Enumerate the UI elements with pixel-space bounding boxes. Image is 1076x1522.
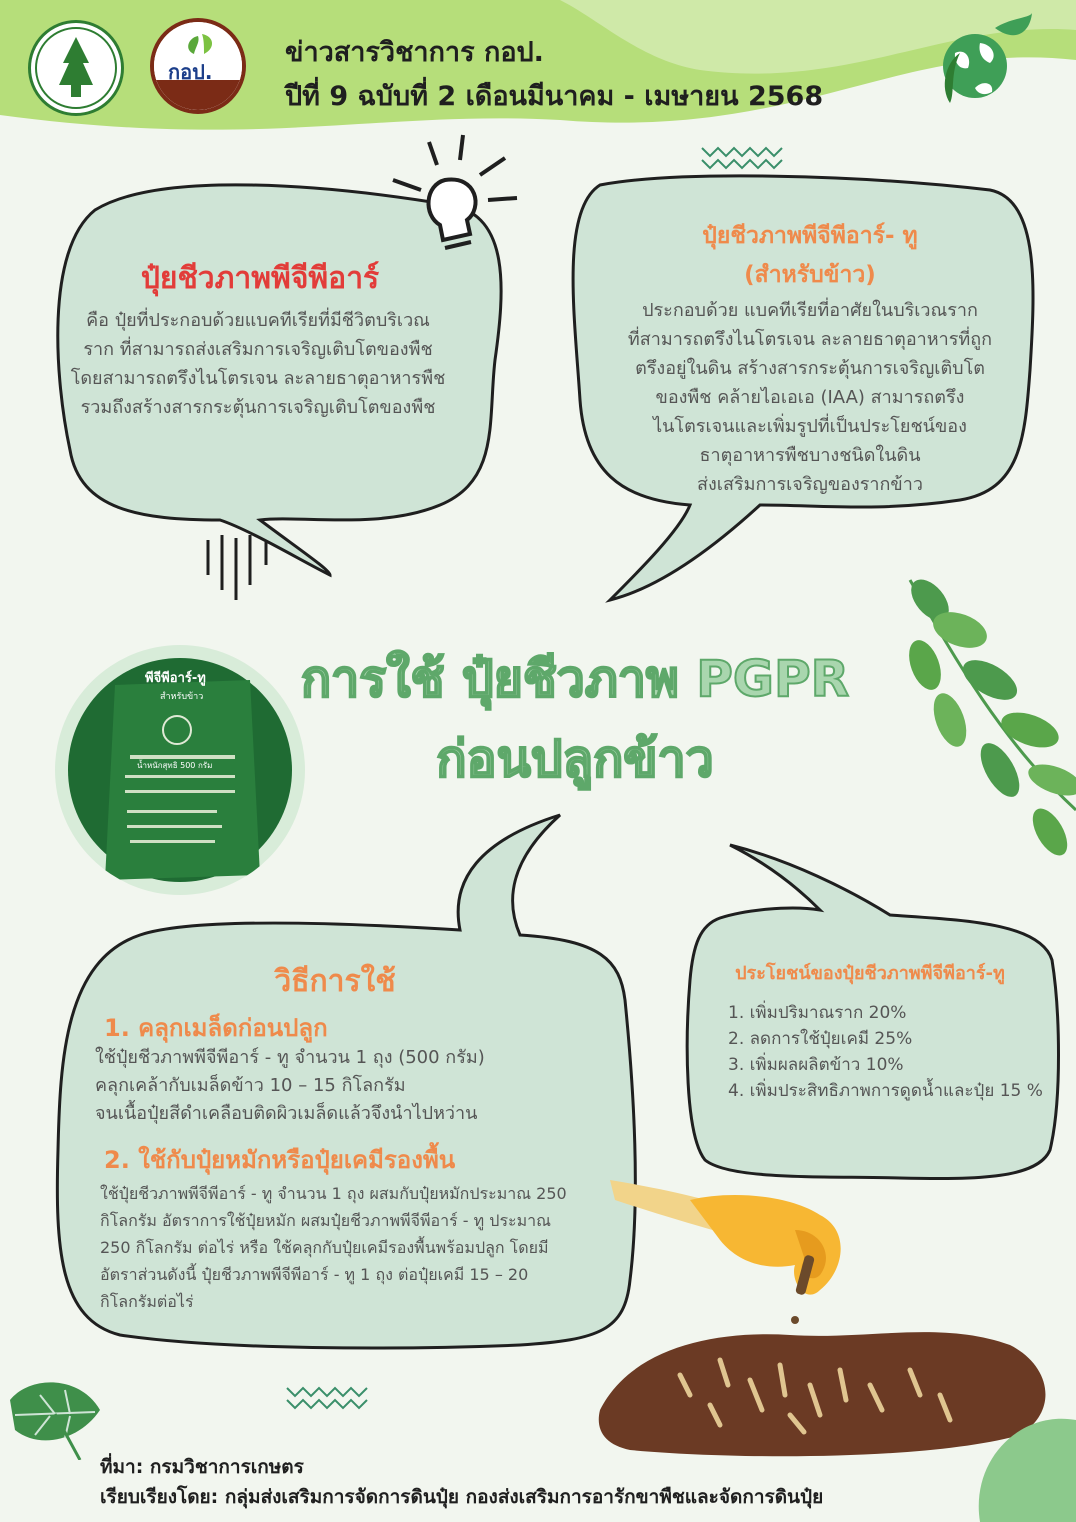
text-line: 250 กิโลกรัม ต่อไร่ หรือ ใช้คลุกกับปุ๋ยเคมีรองพื้นพร้อมปลูก โดยมี (100, 1238, 549, 1257)
text-line: กิโลกรัมต่อไร่ (100, 1292, 194, 1311)
step1-title: 1. คลุกเมล็ดก่อนปลูก (104, 1014, 328, 1042)
lightbulb-icon (385, 130, 525, 270)
pgpr-description (48, 306, 468, 422)
main-subtitle: ก่อนปลูกข้าว (436, 730, 714, 788)
pgpr-title: ปุ๋ยชีวภาพพีจีพีอาร์ (140, 261, 380, 296)
text-line: ไนโตรเจนและเพิ่มรูปที่เป็นประโยชน์ของ (653, 416, 967, 437)
text-line: ประกอบด้วย แบคทีเรียที่อาศัยในบริเวณราก (642, 300, 978, 321)
text-line: กิโลกรัม อัตราการใช้ปุ๋ยหมัก ผสมปุ๋ยชีวภาพพีจีพีอาร์ - ทู ประมาณ (100, 1211, 552, 1230)
list-item: 3. เพิ่มผลผลิตข้าว 10% (728, 1055, 904, 1075)
motion-lines-decoration (200, 530, 290, 610)
text-line: ใช้ปุ๋ยชีวภาพพีจีพีอาร์ - ทู จำนวน 1 ถุง (500 กรัม) (95, 1047, 485, 1068)
text-line: ตรึงอยู่ในดิน สร้างสารกระตุ้นการเจริญเติบโต (635, 358, 985, 379)
usage-title: วิธีการใช้ (274, 964, 396, 999)
text-line: จนเนื้อปุ๋ยสีดำเคลือบติดผิวเมล็ดแล้วจึงนำไปหว่าน (95, 1103, 478, 1124)
source-credit: ที่มา: กรมวิชาการเกษตร (100, 1456, 304, 1478)
text-line: คือ ปุ๋ยที่ประกอบด้วยแบคทีเรียที่มีชีวิตบริเวณ (86, 310, 430, 331)
compiled-by-credit: เรียบเรียงโดย: กลุ่มส่งเสริมการจัดการดินปุ๋ย กองส่งเสริมการอารักขาพืชและจัดการดินปุ๋ย (100, 1486, 824, 1508)
issue-info: ปีที่ 9 ฉบับที่ 2 เดือนมีนาคม - เมษายน 2568 (285, 81, 824, 112)
pgpr2-description (590, 296, 1030, 499)
product-label: พีจีพีอาร์-ทู (145, 671, 206, 686)
text-line: ราก ที่สามารถส่งเสริมการเจริญเติบโตของพืช (83, 339, 433, 360)
monstera-leaf-icon (0, 1370, 110, 1460)
text-line: ธาตุอาหารพืชบางชนิดในดิน (699, 445, 921, 466)
benefits-title: ประโยชน์ของปุ๋ยชีวภาพพีจีพีอาร์-ทู (735, 963, 1005, 984)
benefits-list (728, 1000, 1048, 1104)
leaf-branch-icon (890, 570, 1076, 870)
text-line: อัตราส่วนดังนี้ ปุ๋ยชีวภาพพีจีพีอาร์ - ทู 1 ถุง ต่อปุ๋ยเคมี 15 – 20 (100, 1265, 529, 1284)
text-line: ที่สามารถตรึงไนโตรเจน ละลายธาตุอาหารที่ถูก (627, 329, 993, 350)
logo-text: กอป. (168, 60, 213, 84)
step2-text (100, 1180, 620, 1315)
corner-leaf-decoration (960, 1400, 1076, 1522)
product-photo (55, 645, 305, 895)
text-line: รวมถึงสร้างสารกระตุ้นการเจริญเติบโตของพืช (80, 397, 436, 418)
step2-title: 2. ใช้กับปุ๋ยหมักหรือปุ๋ยเคมีรองพื้น (104, 1146, 456, 1174)
text-line: คลุกเคล้ากับเมล็ดข้าว 10 – 15 กิโลกรัม (95, 1075, 406, 1096)
pgpr2-title: ปุ๋ยชีวภาพพีจีพีอาร์- ทู (702, 223, 918, 249)
text-line: ใช้ปุ๋ยชีวภาพพีจีพีอาร์ - ทู จำนวน 1 ถุง ผสมกับปุ๋ยหมักประมาณ 250 (100, 1184, 567, 1203)
main-title: การใช้ ปุ๋ยชีวภาพ PGPR (300, 650, 850, 708)
list-item: 1. เพิ่มปริมาณราก 20% (728, 1003, 907, 1023)
list-item: 2. ลดการใช้ปุ๋ยเคมี 25% (728, 1029, 913, 1049)
step1-text (95, 1044, 615, 1128)
text-line: ของพืช คล้ายไอเอเอ (IAA) สามารถตรึง (655, 387, 965, 408)
newsletter-title: ข่าวสารวิชาการ กอป. (285, 37, 544, 68)
text-line: ส่งเสริมการเจริญของรากข้าว (697, 474, 923, 495)
text-line: โดยสามารถตรึงไนโตรเจน ละลายธาตุอาหารพืช (70, 368, 446, 389)
product-weight: น้ำหนักสุทธิ 500 กรัม (137, 761, 213, 770)
product-label: สำหรับข้าว (160, 692, 204, 702)
list-item: 4. เพิ่มประสิทธิภาพการดูดน้ำและปุ๋ย 15 % (728, 1081, 1043, 1101)
pgpr2-subtitle: (สำหรับข้าว) (744, 262, 876, 288)
